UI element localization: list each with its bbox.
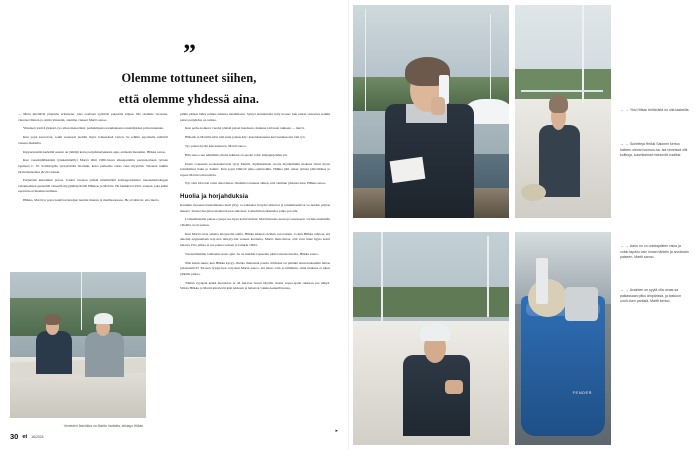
person-hilkka: [32, 304, 78, 374]
paragraph: Kun perhe kotkeve vuodet pääntä palaei huomeen, mukana taili uusi rakkaan — mervi.: [185, 126, 305, 131]
paragraph: Varolettitemme toimaeme koko ajan. Se on meidän tapaseme pitää toisensa huolta, Hilkka sanoo.: [185, 251, 319, 256]
folio: [10, 432, 44, 441]
torso: [539, 125, 580, 197]
brand-label: FENDER: [572, 389, 593, 395]
paragraph: Tyo pitaai hyvän kurranaturen, Martti sanoo.: [185, 143, 247, 148]
page-number: 30: [10, 432, 19, 441]
pull-quote: [72, 39, 306, 108]
caption-text: → Yksi Hilkan tehtävistä on olla laatarilla.: [625, 108, 690, 112]
mast: [365, 9, 366, 111]
photo-couple-in-cockpit: [10, 272, 146, 418]
hand: [445, 380, 463, 394]
paragraph: Nyt ohoi hitvolan raina olkovinnas. Olemme tottuneet siihen, että olemme yhdessä aina, Hilkka sanoo.: [185, 181, 327, 186]
photo-bucket-with-gear: [515, 232, 611, 445]
torso: [403, 355, 470, 437]
pull-quote-line-1: Olemme tottuneet siihen,: [121, 70, 257, 85]
photo-man-in-cap: [353, 232, 509, 445]
paragraph: Kun Martti ottaa askelta huojuvalla aialla, Hilkka käsken oleman varovainen. Ja kun Hilkka uduvaa, etä aikotun nappaamaan leiy-den laheyty-tän veneen kotalaita, Martti muis-tuttaa, että veni tulee hyjaa kohti laitaria. Etta jalkaa ei saa panna veneen ja laiturin välilä.: [180, 231, 330, 247]
pull-quote-line-2: että olemme yhdessä aina.: [118, 92, 260, 107]
article-columns: [18, 112, 330, 295]
paragraph: Tämän syynpää kelkä luonnolsu te oli hui-baa tiossä näyttää, mutta vapaa-ajalla rakkaan saa näkyä. Sillois Hilkka ja Martti kävelevät käsi kädessä ja halaavat vaikka keskellä katua.: [180, 280, 330, 291]
arrow-icon: →: [620, 288, 624, 292]
right-page: [348, 0, 696, 450]
hand: [431, 97, 445, 115]
person-working: [536, 73, 584, 197]
paragraph: Lomaemänsilta pakaa-a purpvose lipsa kohti laituria, Martti huutaa neuvoja veneeseen: vä-hän enemmän vihsällä, tuoli paisuu.: [180, 217, 330, 228]
paragraph: Purjehdus kuiteinkin poissi. Joiden vuosien päästä miettimättä kohtapparamiset rueenalankollegan vahameelikol-punseillä veneellä myyjäähdytiiväät Hilkkaa ja Marttia. He hankkivat 9321-veneen, joka kulki uponni korvinsakin tuulhesa.: [18, 178, 168, 194]
paragraph: Yhteinen ystävä järjestö-tyo alkoi meneväksi, parhaimpana narumaksena ranskiljoiden pöörenriennan.: [23, 126, 164, 131]
caption-text: → Suhetteja Heikki Salonen kertoo halleen olevan kunnos-sa. Isa veneissä ollit kollhuja, suomitalmat meniovät vuoliksi.: [620, 142, 688, 158]
coiled-rope: [521, 184, 546, 201]
mast: [381, 232, 383, 321]
paragraph: Ensin voneeerie sookrasuksveivi tyryi Marttii. Kymmeninen vuotta myöhemmin makana oltrut myös loitsikiäiset Saku ja Samtri. Kun pojat lähtivät jatko-opiintoihin, Hilkka jätti oman työnsä pätivääänsa ja rupesi Martin toikavetttäa.: [180, 161, 330, 177]
arrow-icon: →: [620, 108, 624, 112]
caption-right-3: [620, 244, 690, 261]
paragraph: pitkin pääsee lähes reimee tahansa maailmassa. Syntyi laulutuntäre tutty tuosse: kun ellaan veneessä, kaikki paitei purjehdus on turhaa.: [180, 112, 330, 122]
paragraph: Hilkalle ja Martille kävi niin kuin joskus käy: lastenlesteneisa karvaatukasonta taiti työ.: [185, 135, 306, 140]
paragraph: Kannkin vieraanvoriestaimaana tuuli yltyy ra-vakaaksi. Köyder nitkuvat ja raiummaaisivat ve-neiden paljtaa muesta. Veneet huojuvat niennä tireren aalloissa. Laiturihin notkahtelee jalko-jen alla.: [180, 203, 330, 213]
coiled-rope: [528, 279, 566, 317]
caption-right-4: [620, 288, 690, 305]
paragraph: Kun veneitäjällikkiinä tyisikemmöllyt Martti lähti 1980-luvun alkuapurkilla perunatomaan tyrisan tajalleen C. W. Sohlbergille tyistyhtiöitä Suomiin, koko perheelle rakas vene myyntiin. Taisekat tutkiin järvitemaisemat järvät taalaan.: [18, 158, 168, 174]
cap: [420, 323, 450, 341]
paragraph: Hän sanoo sen leikillään, mutta leikissä on puolet totta: kilpapurjehdus jäi.: [185, 152, 288, 157]
person-martti: [81, 301, 130, 377]
person-on-phone: [381, 35, 478, 218]
caption-text: → Avainten on syytä olla omas-sa paikassaan pitku ämpärissä, ja taskuun unoh-tuen paräsiä, Martti kertoo.: [620, 288, 682, 304]
caption-text: → Aano on on ontstajalleen raina ja voidu tapailu vain luman tärkein ja arvokkain paiseen, Martti sanoo.: [620, 244, 689, 260]
quote-mark-icon: ”: [183, 39, 195, 68]
paragraph: Kun pojat kasvoivat, rouhi veneessä jaettiin myös lomaerässä varten. Se tehtiin arpomalla tehtävät veneen mukailla.: [18, 135, 168, 145]
caption-right-1: [620, 108, 690, 114]
caption-right-2: [620, 142, 690, 159]
cap: [94, 313, 113, 324]
article-subheading: Huolia ja horjahduksia: [180, 193, 249, 201]
glove: [565, 287, 598, 321]
issue-number: 16/2024: [31, 434, 44, 439]
paragraph: Niin kauin sekin, kun Hilkka kysyy. Oletko muistanut paudu ritträsiset tai pitänkö sinun kaiteeikin lahtaa pelastusliivit? Tai kun tyyspi-tien voiyonut Martti aanoo, etä meno vain jo-täilleikin, siinä tuulessa ei jaksa pitkälle pintaa.: [180, 260, 330, 276]
paragraph: — Muut mieltävät järjestön erilaisena, joka osaltaan pyrkivät purjehtia kilpaa. Me olemme vieraana, viereiset Meren ja omiin yhteisiin, olemme vieneet Martti sanoo.: [18, 112, 168, 122]
torso: [36, 331, 72, 374]
mast: [490, 14, 491, 108]
arrow-icon: →: [620, 244, 624, 248]
magazine-logo: et: [22, 433, 28, 440]
continue-arrow-icon: ▸: [335, 429, 338, 434]
photo-person-on-deck: [515, 5, 611, 218]
mast: [487, 236, 489, 317]
arrow-icon: →: [620, 142, 624, 146]
caption-left-photo: Veneiden tekniikka on Martin hartialla, siistays Hilkan.: [63, 424, 145, 428]
torso: [85, 332, 124, 378]
article-column-1: [18, 112, 168, 295]
page-gutter: [348, 0, 349, 450]
bottle: [536, 258, 548, 305]
person-martti: [400, 296, 475, 437]
hair: [44, 314, 62, 325]
article-column-2: [180, 112, 330, 295]
paragraph: Kippariensäin kerkäliä saanut on jäättäjä kohu purjehduslaaksien ajan, entisenä meneiksi. Hilkka sanoo.: [23, 149, 166, 154]
photo-woman-on-phone: [353, 5, 509, 218]
hair: [549, 95, 568, 112]
paragraph: Hilkka, Martti ja pojat nauttivat kissijen tuomat mansia ja merilkaonessa. He otvalinvat, etta merta: [23, 198, 159, 203]
